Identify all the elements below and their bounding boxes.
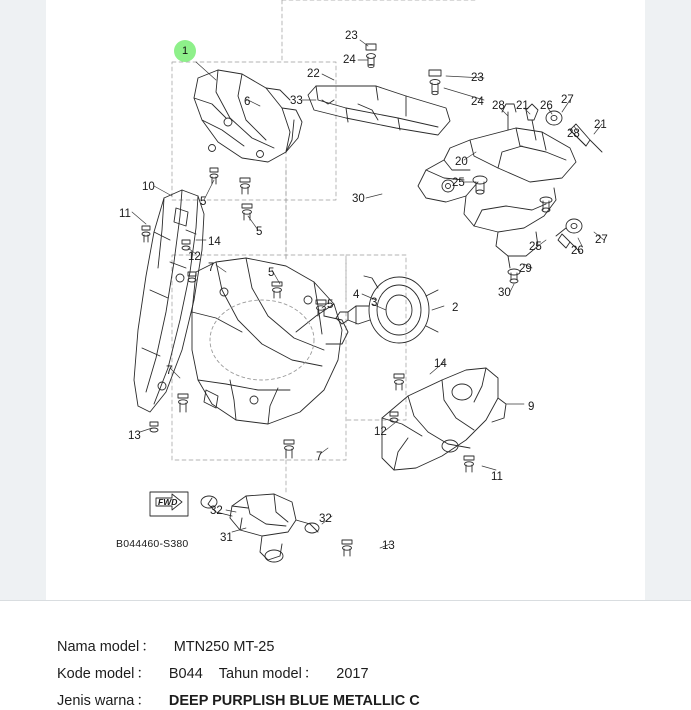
callout-13-bottom[interactable]: 13 xyxy=(382,540,395,552)
callout-13-left[interactable]: 13 xyxy=(128,430,141,442)
callout-26-upper[interactable]: 26 xyxy=(540,100,553,112)
callout-2[interactable]: 2 xyxy=(452,302,459,314)
left-gutter xyxy=(0,0,46,691)
callout-28-upper[interactable]: 28 xyxy=(492,100,505,112)
callout-32-right[interactable]: 32 xyxy=(319,513,332,525)
callout-7-b[interactable]: 7 xyxy=(166,365,173,377)
model-code-row xyxy=(57,662,369,683)
callout-31[interactable]: 31 xyxy=(220,532,233,544)
color-row xyxy=(57,689,420,710)
callout-21-lower[interactable]: 21 xyxy=(594,119,607,131)
model-name-value: MTN250 MT-25 xyxy=(173,639,275,655)
callout-7-a[interactable]: 7 xyxy=(208,262,215,274)
callout-32-left[interactable]: 32 xyxy=(210,505,223,517)
model-code-colon: ： xyxy=(136,666,151,682)
callout-28-lower[interactable]: 28 xyxy=(567,128,580,140)
callout-3[interactable]: 3 xyxy=(371,297,378,309)
callout-14-right[interactable]: 14 xyxy=(434,358,447,370)
callout-30-lower[interactable]: 30 xyxy=(498,287,511,299)
color-colon: ： xyxy=(136,693,151,709)
fwd-arrow-label: FWD xyxy=(158,497,178,507)
callout-5-a[interactable]: 5 xyxy=(200,196,207,208)
callout-5-c[interactable]: 5 xyxy=(268,267,275,279)
callout-23-right[interactable]: 23 xyxy=(471,72,484,84)
diagram-part-code: B044460-S380 xyxy=(116,538,189,550)
color-value: DEEP PURPLISH BLUE METALLIC C xyxy=(168,693,420,709)
diagram-canvas[interactable] xyxy=(46,0,645,600)
callout-5-b[interactable]: 5 xyxy=(256,226,263,238)
exploded-parts-drawing xyxy=(46,0,645,600)
callout-25-lower[interactable]: 25 xyxy=(529,241,542,253)
callout-23-top[interactable]: 23 xyxy=(345,30,358,42)
callout-4[interactable]: 4 xyxy=(353,289,360,301)
year-colon: ： xyxy=(303,666,319,682)
model-name-label: Nama model xyxy=(57,639,140,655)
callout-12-right[interactable]: 12 xyxy=(374,426,387,438)
callout-6[interactable]: 6 xyxy=(244,96,251,108)
model-code-value: B044 xyxy=(168,666,203,682)
callout-25-upper[interactable]: 25 xyxy=(452,177,465,189)
callout-24-right[interactable]: 24 xyxy=(471,96,484,108)
right-gutter xyxy=(645,0,691,691)
color-label: Jenis warna xyxy=(57,693,135,709)
callout-22[interactable]: 22 xyxy=(307,68,320,80)
callout-1-highlighted[interactable]: 1 xyxy=(174,40,196,62)
year-value: 2017 xyxy=(336,666,369,682)
callout-11-left[interactable]: 11 xyxy=(119,208,131,220)
model-name-colon: ： xyxy=(141,639,156,655)
callout-20[interactable]: 20 xyxy=(455,156,468,168)
callout-7-c[interactable]: 7 xyxy=(316,451,323,463)
callout-5-d[interactable]: 5 xyxy=(327,299,334,311)
callout-11-right[interactable]: 11 xyxy=(491,471,503,483)
callout-27-lower[interactable]: 27 xyxy=(595,234,608,246)
callout-33[interactable]: 33 xyxy=(290,95,303,107)
model-info-panel xyxy=(0,600,691,709)
callout-26-lower[interactable]: 26 xyxy=(571,245,584,257)
callout-14-left[interactable]: 14 xyxy=(208,236,221,248)
model-code-label: Kode model xyxy=(57,666,135,682)
callout-27-upper[interactable]: 27 xyxy=(561,94,574,106)
callout-12-left[interactable]: 12 xyxy=(188,251,201,263)
year-label: Tahun model xyxy=(218,666,302,682)
callout-24-top[interactable]: 24 xyxy=(343,54,356,66)
callout-30-upper[interactable]: 30 xyxy=(352,193,365,205)
callout-10[interactable]: 10 xyxy=(142,181,155,193)
callout-9[interactable]: 9 xyxy=(528,401,535,413)
callout-29[interactable]: 29 xyxy=(519,263,532,275)
model-name-row xyxy=(57,635,274,656)
callout-21-upper[interactable]: 21 xyxy=(516,100,529,112)
